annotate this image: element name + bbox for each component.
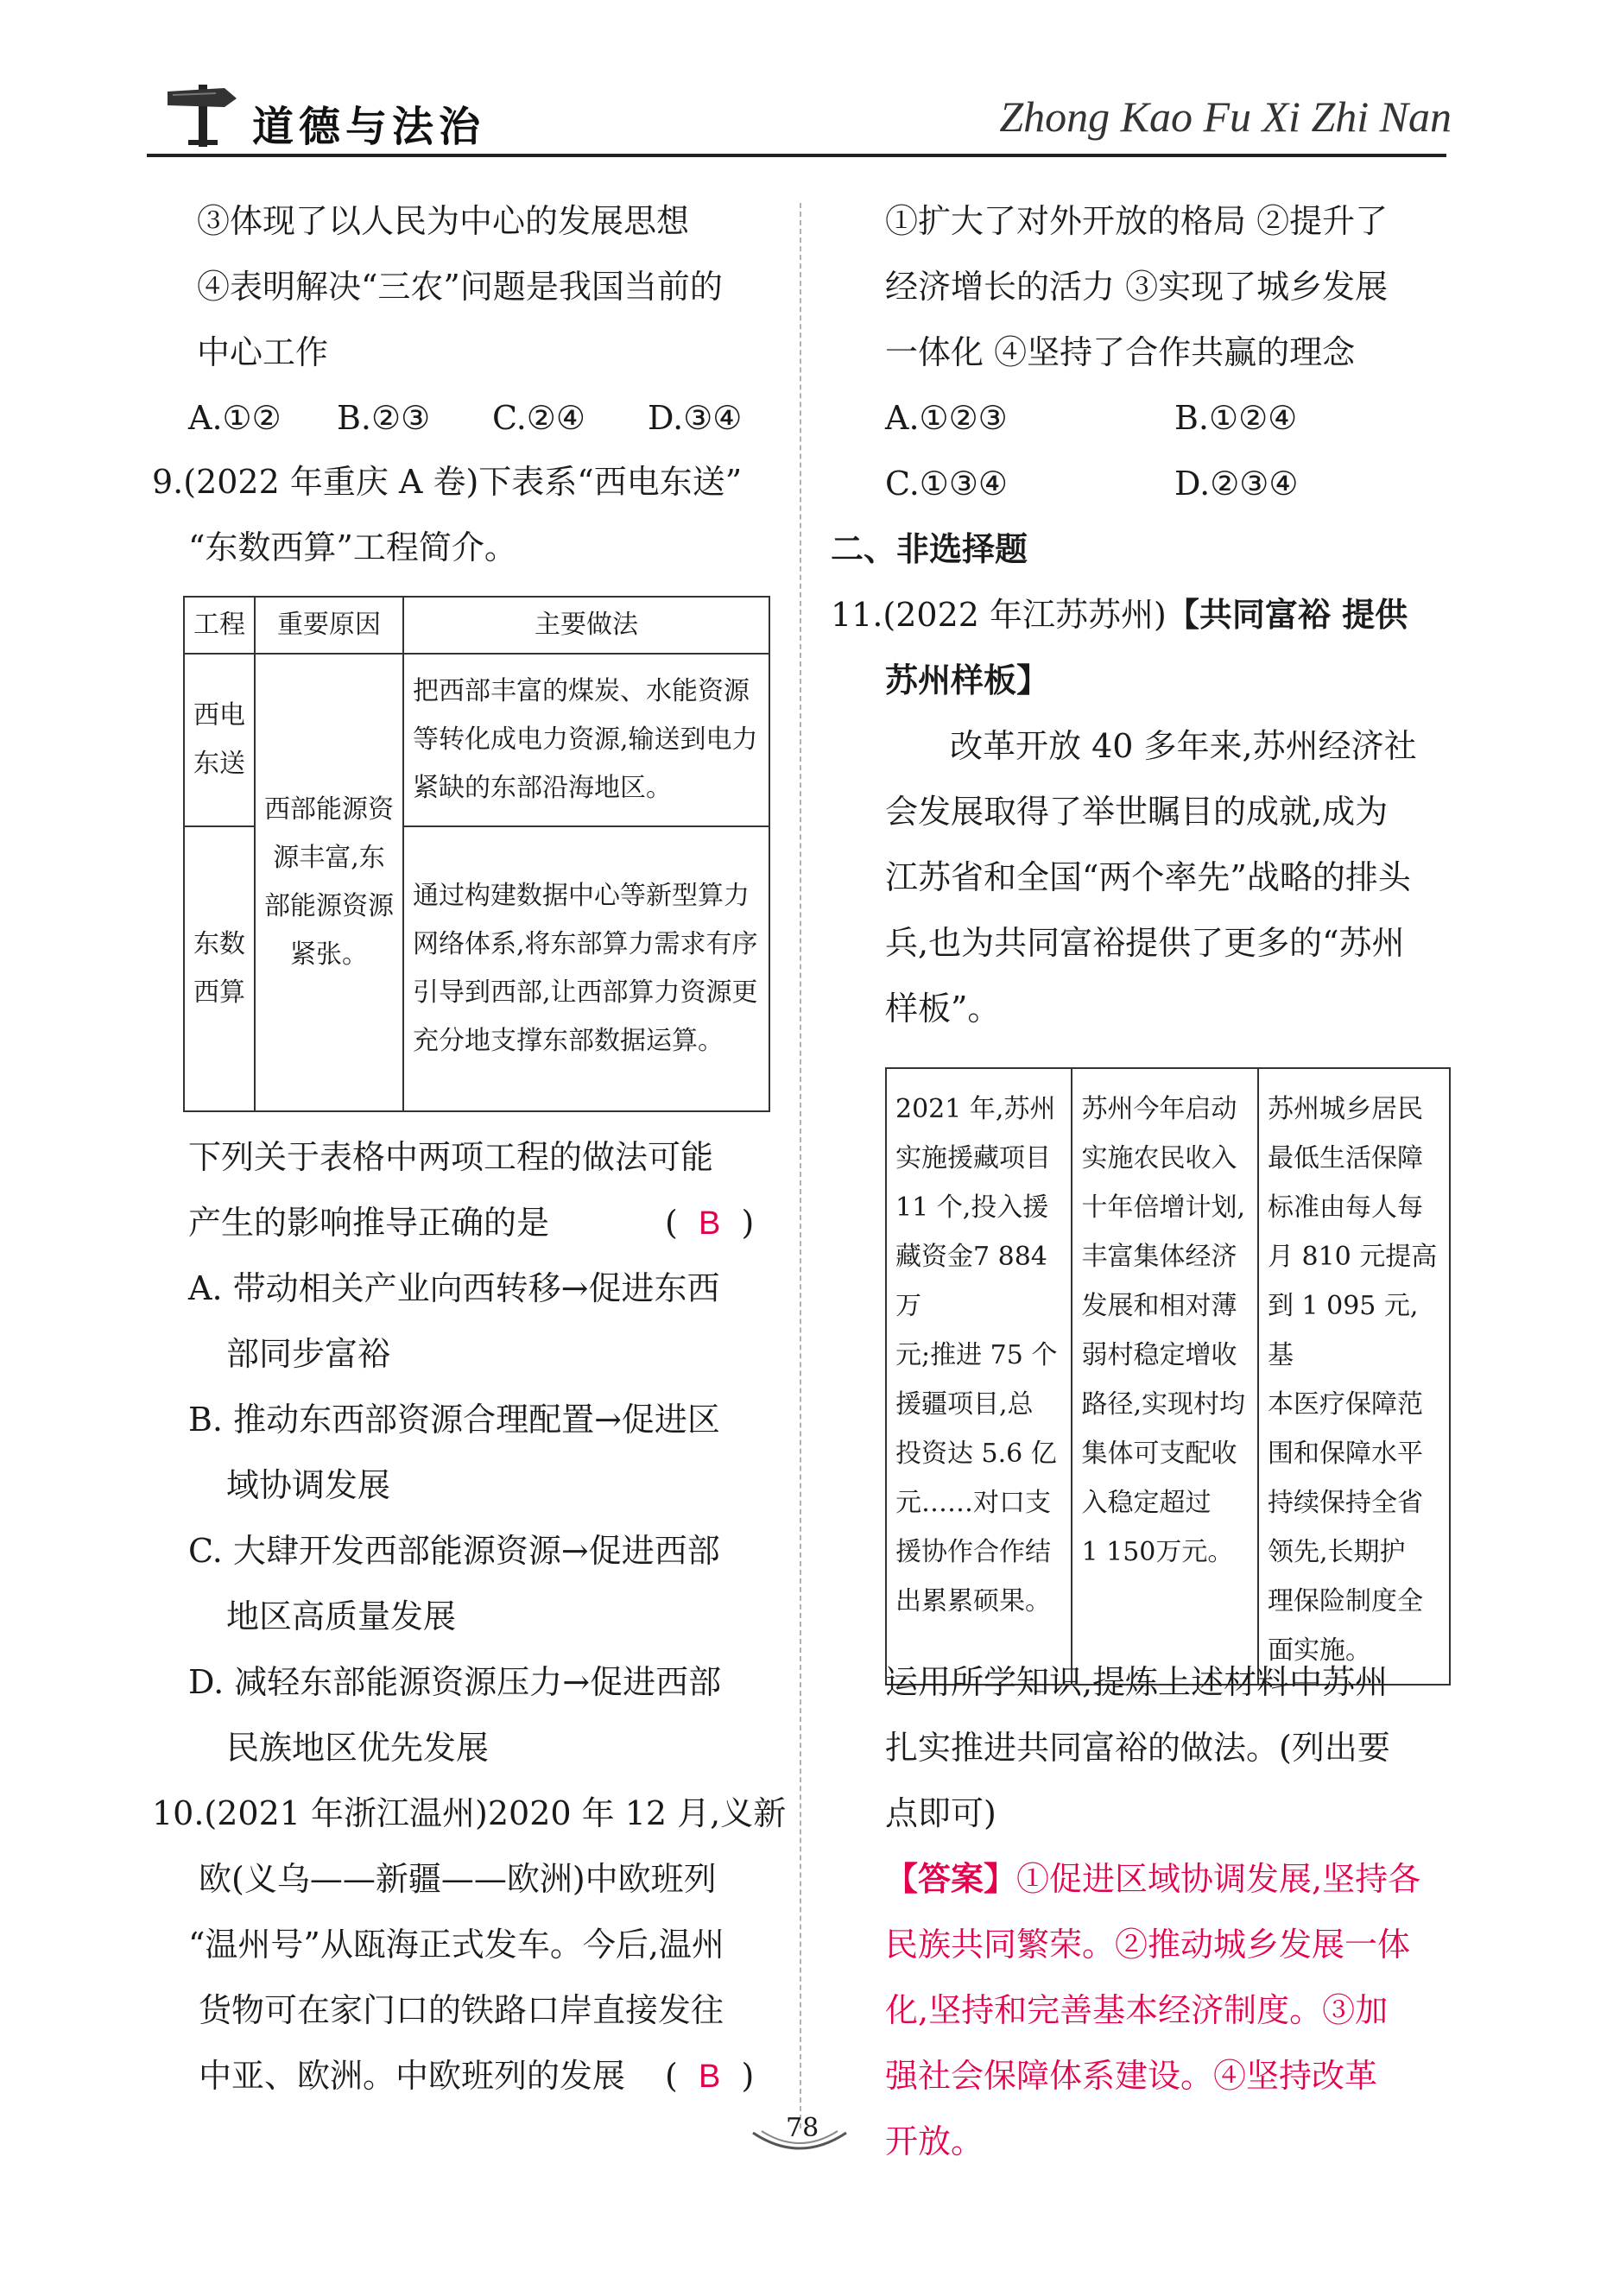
project-name-cell: 西电东送 [184, 654, 255, 826]
table-header-cell: 工程 [184, 597, 255, 654]
page-number: 78 [786, 2113, 819, 2143]
q8-option-3: ③体现了以人民为中心的发展思想 [197, 202, 690, 240]
header-rule [147, 154, 1446, 157]
q11-material-line1: 改革开放 40 多年来,苏州经济社 [950, 727, 1417, 765]
method-cell: 把西部丰富的煤炭、水能资源等转化成电力资源,输送到电力紧缺的东部沿海地区。 [403, 654, 769, 826]
answer-text: ①促进区域协调发展,坚持各 [1016, 1860, 1421, 1898]
q9-answer: B [698, 1205, 721, 1242]
q9-option-b-line1: B. 推动东西部资源合理配置→促进区 [188, 1401, 720, 1439]
book-pinyin-title: Zhong Kao Fu Xi Zhi Nan [999, 92, 1452, 141]
q9-stem-line2: “东数西算”工程简介。 [188, 528, 517, 566]
table-row [886, 1068, 1450, 1685]
table-header-cell: 重要原因 [255, 597, 403, 654]
q9-stem-line1: 9.(2022 年重庆 A 卷)下表系“西电东送” [152, 463, 743, 501]
q9-option-a-line2: 部同步富裕 [226, 1335, 391, 1373]
column-divider [800, 203, 801, 2128]
q10-answer-bracket: ( B ) [665, 2057, 755, 2095]
q8-choice-d: D.③④ [648, 399, 743, 437]
q10-stem-line4: 货物可在家门口的铁路口岸直接发往 [199, 1991, 724, 2029]
q8-choice-b: B.②③ [337, 399, 431, 437]
q11-question-line1: 运用所学知识,提炼上述材料中苏州 [885, 1663, 1389, 1701]
answer-line5: 开放。 [885, 2122, 984, 2160]
q11-topic: 【共同富裕 提供 [1166, 596, 1408, 634]
material-cell: 苏州城乡居民 最低生活保障 标准由每人每 月 810 元提高 到 1 095 元,基 本医疗保障范 围和保障水平 持续保持全省 领先,长期护 理保险制度全 面实施。 [1258, 1068, 1450, 1685]
q8-choice-c: C.②④ [492, 399, 585, 437]
q11-question-line2: 扎实推进共同富裕的做法。(列出要 [885, 1729, 1390, 1767]
q9-option-c-line1: C. 大肆开发西部能源资源→促进西部 [188, 1532, 720, 1570]
q10-choice-a: A.①②③ [885, 399, 1008, 437]
q9-option-d-line1: D. 减轻东部能源资源压力→促进西部 [188, 1663, 722, 1701]
reason-cell: 西部能源资源丰富,东部能源资源紧张。 [255, 654, 403, 1111]
method-cell: 通过构建数据中心等新型算力网络体系,将东部算力需求有序引导到西部,让西部算力资源更充分地支撑东部数据运算。 [403, 826, 769, 1111]
q11-material-line5: 样板”。 [885, 990, 1001, 1028]
page-number-ornament [750, 2126, 850, 2160]
q10-choice-d: D.②③④ [1174, 465, 1299, 503]
q11-material-line2: 会发展取得了举世瞩目的成就,成为 [885, 793, 1389, 831]
q10-choice-b: B.①②④ [1174, 399, 1298, 437]
q10-choice-c: C.①③④ [885, 465, 1008, 503]
q11-material-line4: 兵,也为共同富裕提供了更多的“苏州 [885, 924, 1405, 962]
q9-answer-bracket: ( B ) [665, 1204, 755, 1242]
section-heading: 二、非选择题 [831, 530, 1028, 568]
material-cell: 2021 年,苏州 实施援藏项目 11 个,投入援 藏资金7 884万 元;推进 75 个 援疆项目,总 投资达 5.6 亿 元……对口支 援协作合作结 出累累硕果。 [886, 1068, 1072, 1685]
answer-line3: 化,坚持和完善基本经济制度。③加 [885, 1991, 1389, 2029]
book-title: 道德与法治 [252, 103, 486, 151]
q10-stem-line1: 10.(2021 年浙江温州)2020 年 12 月,义新 [152, 1794, 787, 1832]
q8-choice-a: A.①② [188, 399, 282, 437]
material-cell: 苏州今年启动 实施农民收入 十年倍增计划, 丰富集体经济 发展和相对薄 弱村稳定增收 路径,实现村均 集体可支配收 入稳定超过 1 150万元。 [1072, 1068, 1257, 1685]
project-name-cell: 东数西算 [184, 826, 255, 1111]
answer-line4: 强社会保障体系建设。④坚持改革 [885, 2057, 1378, 2095]
q9-option-c-line2: 地区高质量发展 [226, 1597, 457, 1635]
table-row [184, 654, 769, 826]
answer-line1 [885, 1846, 1420, 1912]
q11-topic-line2: 苏州样板】 [885, 661, 1050, 699]
q9-question-line1: 下列关于表格中两项工程的做法可能 [188, 1138, 714, 1176]
q11-question-line3: 点即可) [885, 1794, 996, 1832]
q11-source: 11.(2022 年江苏苏州) [831, 596, 1167, 634]
q10-options-line3: 一体化 ④坚持了合作共赢的理念 [885, 333, 1356, 371]
q9-option-d-line2: 民族地区优先发展 [226, 1729, 490, 1767]
q8-option-4-line2: 中心工作 [197, 333, 329, 371]
q10-options-line2: 经济增长的活力 ③实现了城乡发展 [885, 268, 1389, 306]
answer-line2: 民族共同繁荣。②推动城乡发展一体 [885, 1926, 1411, 1964]
q10-answer: B [698, 2059, 721, 2095]
table-header-cell: 主要做法 [403, 597, 769, 654]
q10-stem-line2: 欧(义乌——新疆——欧洲)中欧班列 [199, 1860, 717, 1898]
answer-label: 【答案】 [885, 1860, 1017, 1898]
q9-question-line2: 产生的影响推导正确的是 [188, 1204, 550, 1242]
q9-option-a-line1: A. 带动相关产业向西转移→促进东西 [188, 1269, 720, 1307]
q9-option-b-line2: 域协调发展 [226, 1466, 391, 1504]
q11-material-line3: 江苏省和全国“两个率先”战略的排头 [885, 858, 1411, 896]
q10-options-line1: ①扩大了对外开放的格局 ②提升了 [885, 202, 1389, 240]
suzhou-material-table [885, 1067, 1451, 1686]
q11-stem-line1 [831, 582, 1408, 648]
project-table [183, 596, 770, 1112]
table-header-row [184, 597, 769, 654]
q10-stem-line3: “温州号”从瓯海正式发车。今后,温州 [188, 1926, 724, 1964]
q10-stem-line5: 中亚、欧洲。中欧班列的发展 [199, 2057, 626, 2095]
signpost-logo-icon [164, 79, 242, 147]
q8-option-4-line1: ④表明解决“三农”问题是我国当前的 [197, 268, 723, 306]
